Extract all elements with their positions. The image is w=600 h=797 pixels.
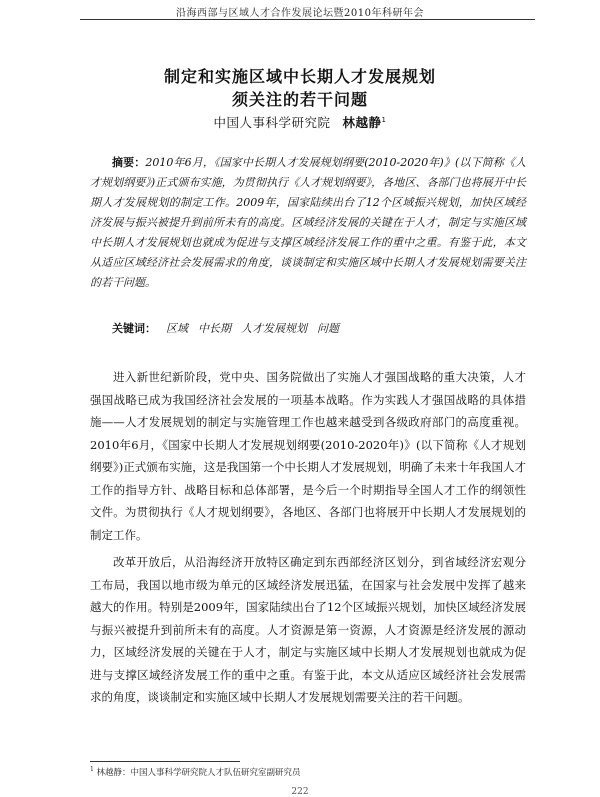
footnote-text: 林越静：中国人事科学研究院人才队伍研究室副研究员 — [96, 768, 301, 778]
footnote-rule — [90, 761, 240, 762]
keyword: 中长期 — [198, 322, 231, 335]
article-title-line-2: 须关注的若干问题 — [231, 90, 368, 109]
institution: 中国人事科学研究院 — [213, 115, 331, 130]
abstract-text: 2010年6月，《国家中长期人才发展规划纲要(2010-2020年)》(以下简称《人才规划纲要》)正式颁布实施，为贯彻执行《人才规划纲要》，各地区、各部门也将展开中长期人才发展规划的制定工作。2009年，国家陆续出台了12个区域振兴规划，加快区域经济发展与振兴被提升到前所未有的高度。区域经济发展的关键在于人才，制定与实施区域中长期人才发展规划也就成为促进与支撑区域经济发展工作的重中之重。有鉴于此，本文从适应区域经济社会发展需求的角度，谈谈制定和实施区域中长期人才发展规划需要关注的若干问题。 — [90, 156, 526, 289]
footnote — [90, 766, 526, 778]
abstract-label: 摘要： — [112, 156, 146, 169]
keyword: 区域 — [166, 322, 188, 335]
abstract — [90, 153, 526, 293]
body-paragraph-1: 进入新世纪新阶段，党中央、国务院做出了实施人才强国战略的重大决策，人才强国战略已成为我国经济社会发展的一项基本战略。作为实践人才强国战略的具体措施——人才发展规划的制定与实施管理工作也越来越受到各级政府部门的高度重视。2010年6月，《国家中长期人才发展规划纲要(2010-2020年)》(以下简称《人才规划纲要》)正式颁布实施，这是我国第一个中长期人才发展规划，明确了未来十年我国人才工作的指导方针、战略目标和总体部署，是今后一个时期指导全国人才工作的纲领性文件。为贯彻执行《人才规划纲要》，各地区、各部门也将展开中长期人才发展规划的制定工作。 — [90, 370, 526, 542]
keyword: 问题 — [317, 322, 339, 335]
keyword: 人才发展规划 — [241, 322, 307, 335]
article-title-line-1: 制定和实施区域中长期人才发展规划 — [163, 67, 436, 86]
body-paragraph-2: 改革开放后，从沿海经济开放特区确定到东西部经济区划分，到省域经济宏观分工布局，我国以地市级为单元的区域经济发展迅猛，在国家与社会发展中发挥了越来越大的作用。特别是2009年，国家陆续出台了12个区域振兴规划，加快区域经济发展与振兴被提升到前所未有的高度。人才资源是第一资源，人才资源是经济发展的源动力，区域经济发展的关键在于人才，制定与实施区域中长期人才发展规划也就成为促进与支撑区域经济发展工作的重中之重。有鉴于此，本文从适应区域经济社会发展需求的角度，谈谈制定和实施区域中长期人才发展规划需要关注的若干问题。 — [90, 555, 526, 704]
header-rule — [80, 19, 535, 20]
author-name: 林越静 — [342, 115, 382, 130]
running-header: 沿海西部与区域人才合作发展论坛暨2010年科研年会 — [176, 8, 424, 19]
page-number: 222 — [291, 787, 309, 797]
author-affiliation — [0, 113, 600, 131]
footnote-marker: 1 — [90, 766, 94, 774]
keywords — [112, 320, 526, 338]
author-note-marker: 1 — [381, 115, 387, 124]
keywords-label: 关键词： — [112, 322, 156, 335]
